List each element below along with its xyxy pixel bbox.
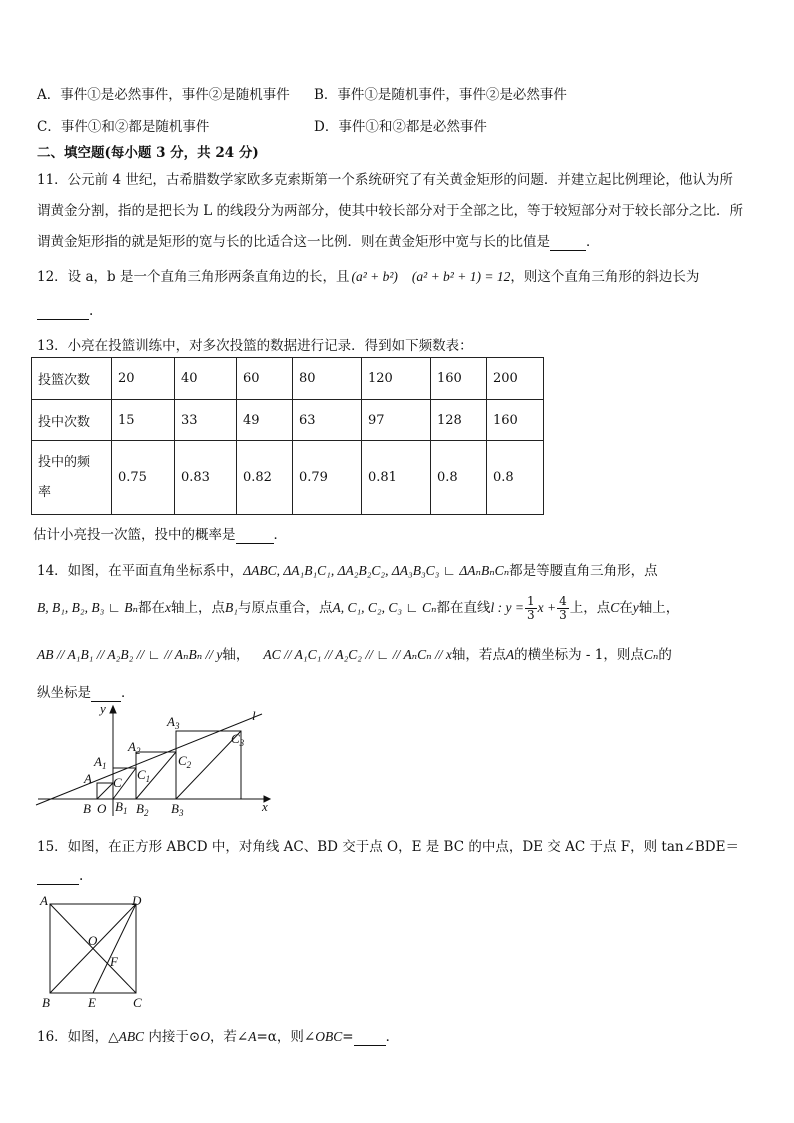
- label-b1-letter: B: [115, 799, 123, 814]
- label-c3: [231, 731, 245, 748]
- label-a1-sub: 1: [101, 761, 107, 771]
- frac1-den: 3: [526, 608, 535, 622]
- line-l: [36, 714, 262, 805]
- choice-a: A．事件①是必然事件，事件②是随机事件: [37, 87, 290, 103]
- label-a: A: [84, 771, 92, 786]
- figure-14: [30, 700, 290, 820]
- label-b2: [136, 801, 149, 818]
- choice-d: D．事件①和②都是必然事件: [314, 119, 487, 135]
- q14-line3-b: 轴，: [222, 647, 250, 663]
- q12-text2: ，则这个直角三角形的斜边长为: [510, 269, 700, 285]
- label-b1-sub: 1: [122, 806, 128, 816]
- frac2-den: 3: [559, 608, 567, 622]
- q15-line1: 15．如图，在正方形 ABCD 中，对角线 AC、BD 交于点 O，E 是 BC 的中点，DE 交 AC 于点 F，则 tan∠BDE＝: [37, 839, 739, 855]
- label-f: F: [110, 954, 118, 969]
- q15-end: .: [79, 868, 84, 884]
- figure-15: [36, 893, 156, 1013]
- q16-end: ．: [385, 1029, 400, 1045]
- cell-freq-1: 0.83: [175, 441, 237, 515]
- label-a3: [166, 714, 180, 731]
- label-c2: [178, 753, 192, 770]
- q16-angle-a: A: [248, 1029, 257, 1044]
- q14-line-eq: l : y =: [490, 600, 524, 615]
- cell-freq-3: 0.79: [293, 441, 362, 515]
- q11-answer-blank[interactable]: [550, 234, 586, 251]
- q14-end: ．: [121, 685, 135, 701]
- q14-point-a: A: [505, 647, 515, 662]
- choice-c: C．事件①和②都是随机事件: [37, 119, 210, 135]
- q16-o: O: [200, 1029, 210, 1044]
- cell-shots-2: 60: [237, 358, 293, 400]
- label-a2: [127, 739, 141, 756]
- q16-d: =α，则∠: [256, 1029, 316, 1045]
- q11-line3: [37, 230, 600, 251]
- label-c2-sub: 2: [186, 760, 192, 770]
- label-c: C: [133, 995, 142, 1010]
- segment-de: [93, 904, 136, 993]
- label-a3-sub: 3: [174, 721, 180, 731]
- choice-b: B．事件①是随机事件，事件②是必然事件: [314, 87, 567, 103]
- label-o: O: [97, 801, 107, 816]
- cell-freq-0: 0.75: [112, 441, 175, 515]
- label-b3-sub: 3: [178, 808, 184, 818]
- label-b2-letter: B: [136, 801, 144, 816]
- cell-shots-3: 80: [293, 358, 362, 400]
- row-label-frequency-1: 投中的频: [38, 454, 91, 470]
- q14-ab-parallel: AB // A₁B₁ // A₂B₂ // ∟ // AₙBₙ // y: [37, 647, 223, 662]
- table-row-hits: [32, 400, 544, 441]
- label-a2-letter: A: [128, 739, 136, 754]
- section-title: 二、填空题(每小题 3 分，共 24 分): [37, 145, 259, 161]
- cell-hits-1: 33: [175, 400, 237, 441]
- q14-x-plus: x +: [537, 600, 557, 615]
- q16-a: 16．如图，: [37, 1029, 109, 1045]
- q12-end: .: [89, 303, 94, 319]
- label-a: A: [40, 893, 48, 908]
- cell-freq-2: 0.82: [237, 441, 293, 515]
- cell-shots-1: 40: [175, 358, 237, 400]
- label-e: E: [88, 995, 96, 1010]
- triangle-abc-hyp: [97, 783, 113, 799]
- row-label-frequency: [32, 441, 112, 515]
- q12-expr1: (a² + b²): [351, 269, 398, 284]
- q12-expr2: (a² + b² + 1) = 12: [411, 269, 511, 284]
- q12-answer-blank[interactable]: [37, 303, 89, 320]
- q14-x-var: x: [165, 600, 171, 615]
- frequency-table: [31, 357, 544, 515]
- q14-line3-f: 的: [658, 647, 672, 663]
- cell-hits-6: 160: [487, 400, 544, 441]
- frac2-num: 4: [559, 594, 567, 608]
- q11-line1: 11．公元前 4 世纪，古希腊数学家欧多克索斯第一个系统研究了有关黄金矩形的问题．并建立起比例理论，他认为所: [37, 172, 733, 188]
- q12-text1: 12．设 a，b 是一个直角三角形两条直角边的长，且: [37, 269, 350, 285]
- q14-line1-a: 14．如图，在平面直角坐标系中，: [37, 563, 244, 579]
- q14-ac-parallel: AC // A₁C₁ // A₂C₂ // ∟ // AₙCₙ // x: [263, 647, 452, 662]
- q14-y-var: y: [632, 600, 639, 615]
- label-c1-letter: C: [137, 767, 146, 782]
- q16-line: [37, 1025, 399, 1046]
- q14-line3: [37, 643, 672, 663]
- cell-hits-2: 49: [237, 400, 293, 441]
- q14-b1: B₁: [225, 600, 238, 615]
- label-b3-letter: B: [171, 801, 179, 816]
- q14-line4-text: 纵坐标是: [37, 685, 91, 701]
- q13-intro: 13．小亮在投篮训练中，对多次投篮的数据进行记录．得到如下频数表：: [37, 338, 473, 354]
- q12-line1: [37, 265, 699, 285]
- label-x: x: [262, 799, 268, 814]
- q14-line2-h: 上，点: [569, 600, 611, 616]
- q14-point-cn: Cₙ: [643, 647, 659, 662]
- q14-line1: [37, 559, 658, 579]
- cell-shots-6: 200: [487, 358, 544, 400]
- label-a2-sub: 2: [135, 746, 141, 756]
- q15-answer-blank[interactable]: [37, 868, 79, 885]
- label-b3: [171, 801, 184, 818]
- q11-end: ．: [586, 234, 600, 250]
- q14-c-points: A, C₁, C₂, C₃ ∟ Cₙ: [332, 600, 437, 615]
- cell-hits-3: 63: [293, 400, 362, 441]
- q14-line2-b: 都在: [138, 600, 165, 616]
- fraction-four-thirds: [557, 595, 569, 622]
- row-label-hits: 投中次数: [32, 400, 112, 441]
- q14-line2-f: 都在直线: [436, 600, 491, 616]
- q14-triangles: ΔABC, ΔA₁B₁C₁, ΔA₂B₂C₂, ΔA₃B₃C₃ ∟ ΔAₙBₙCₙ: [243, 563, 510, 578]
- label-a1-letter: A: [94, 754, 102, 769]
- label-c3-letter: C: [231, 731, 240, 746]
- label-a3-letter: A: [167, 714, 175, 729]
- q16-e: =: [342, 1029, 354, 1045]
- cell-shots-5: 160: [431, 358, 487, 400]
- q11-line3-text: 谓黄金矩形指的就是矩形的宽与长的比适合这一比例．则在黄金矩形中宽与长的比值是: [37, 234, 550, 250]
- label-b1: [115, 799, 127, 816]
- table-row-frequency: [32, 441, 544, 515]
- q16-triangle: △ABC: [108, 1029, 145, 1044]
- label-a1: [93, 754, 106, 771]
- q14-line3-d: 轴，若点: [451, 647, 506, 663]
- label-b: B: [42, 995, 50, 1010]
- q15-line2: [37, 868, 83, 885]
- q14-b-points: B, B₁, B₂, B₃ ∟ Bₙ: [37, 600, 138, 615]
- label-c1: [137, 767, 150, 784]
- cell-freq-6: 0.8: [487, 441, 544, 515]
- cell-shots-4: 120: [362, 358, 431, 400]
- cell-freq-5: 0.8: [431, 441, 487, 515]
- y-axis-arrow-icon: [110, 706, 116, 713]
- label-c3-sub: 3: [239, 738, 245, 748]
- q11-line2: 谓黄金分割，指的是把长为 L 的线段分为两部分，使其中较长部分对于全部之比，等于较短部分对于较长部分之比．所: [37, 203, 744, 219]
- q13-outro-text: 估计小亮投一次篮，投中的概率是: [33, 527, 236, 543]
- q12-line2: [37, 303, 93, 320]
- q14-line4: [37, 681, 135, 702]
- label-c1-sub: 1: [145, 774, 151, 784]
- q16-obc: OBC: [315, 1029, 343, 1044]
- cell-hits-5: 128: [431, 400, 487, 441]
- label-b: B: [83, 801, 91, 816]
- q13-answer-blank[interactable]: [236, 527, 274, 544]
- q14-line1-c: 都是等腰直角三角形，点: [509, 563, 658, 579]
- row-label-frequency-2: 率: [38, 484, 52, 500]
- q14-line2-c: 轴上，点: [171, 600, 225, 616]
- row-label-shots: 投篮次数: [32, 358, 112, 400]
- label-b2-sub: 2: [143, 808, 149, 818]
- label-d: D: [132, 893, 142, 908]
- q16-answer-blank[interactable]: [354, 1029, 386, 1046]
- label-c2-letter: C: [178, 753, 187, 768]
- label-l: l: [252, 708, 256, 723]
- label-y: y: [100, 701, 106, 716]
- fraction-one-third: [525, 595, 537, 622]
- q13-outro: [33, 523, 287, 544]
- frac1-num: 1: [526, 594, 535, 608]
- cell-shots-0: 20: [112, 358, 175, 400]
- cell-hits-4: 97: [362, 400, 431, 441]
- label-o: O: [88, 933, 98, 948]
- table-row-shots: [32, 358, 544, 400]
- q14-line2: [37, 593, 679, 623]
- cell-freq-4: 0.81: [362, 441, 431, 515]
- q16-c: ，若∠: [209, 1029, 249, 1045]
- q14-line2-i: 在: [619, 600, 633, 616]
- cell-hits-0: 15: [112, 400, 175, 441]
- q14-line2-d: 与原点重合，点: [237, 600, 333, 616]
- label-c: C: [113, 775, 122, 790]
- q16-b: 内接于⊙: [144, 1029, 201, 1045]
- q13-end: ．: [273, 527, 287, 543]
- q14-point-c: C: [610, 600, 620, 615]
- q14-line2-j: 轴上，: [638, 600, 680, 616]
- q14-line3-e: 的横坐标为 - 1，则点: [514, 647, 644, 663]
